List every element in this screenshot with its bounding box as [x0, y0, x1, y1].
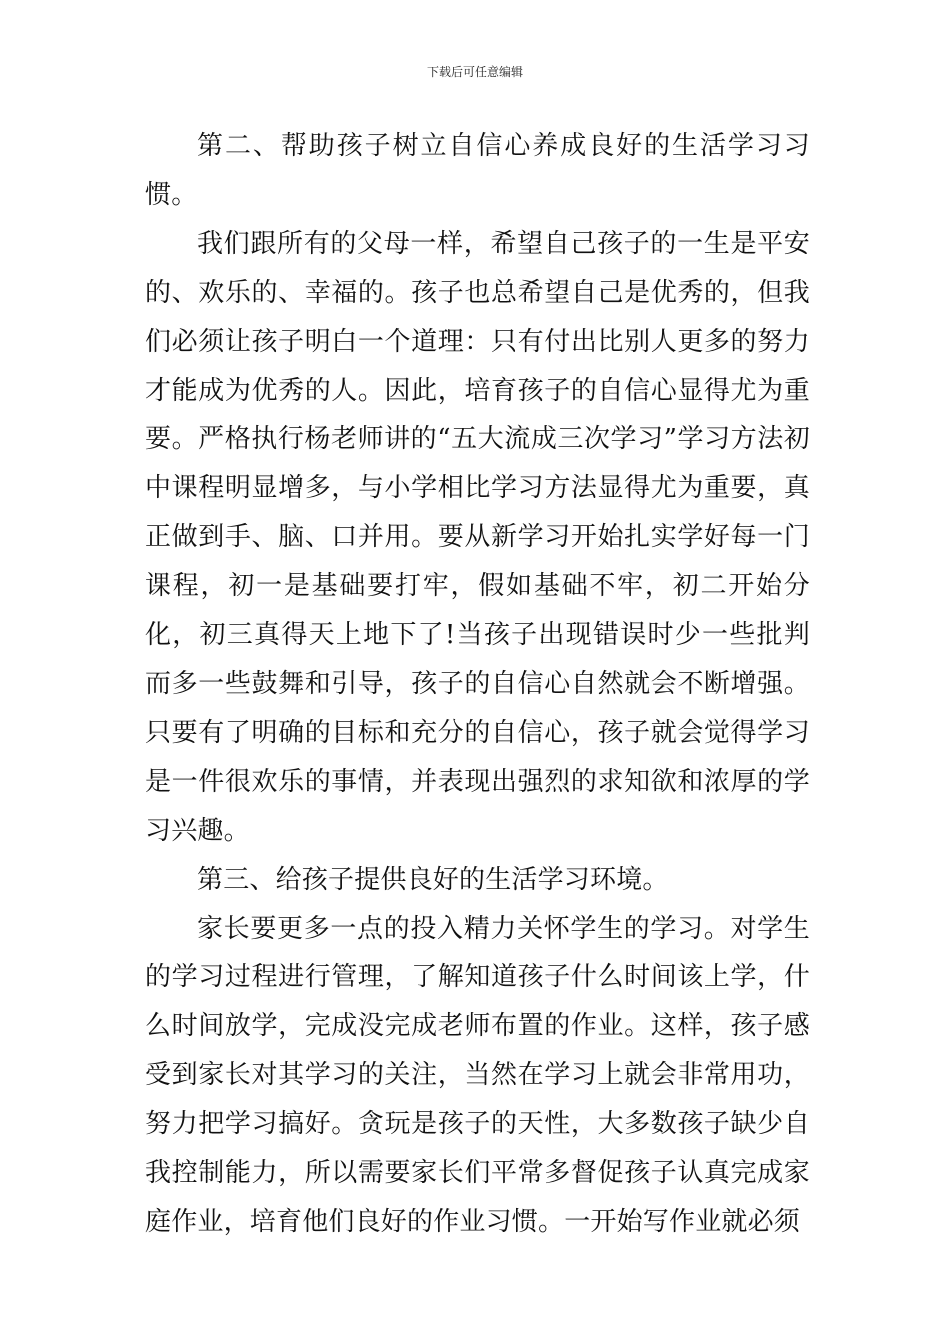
paragraph-heading-third: 第三、给孩子提供良好的生活学习环境。	[197, 864, 669, 895]
document-body	[145, 122, 810, 1247]
paragraph-heading-second: 第二、帮助孩子树立自信心养成良好的生活学习习惯。	[145, 131, 810, 210]
page-header: 下载后可任意编辑	[426, 65, 523, 79]
paragraph-body: 我们跟所有的父母一样，希望自己孩子的一生是平安的、欢乐的、幸福的。孩子也总希望自己是优秀的，但我们必须让孩子明白一个道理：只有付出比别人更多的努力才能成为优秀的人。因此，培育孩子的自信心显得尤为重要。严格执行杨老师讲的“五大流成三次学习”学习方法初中课程明显增多，与小学相比学习方法显得尤为重要，真正做到手、脑、口并用。要从新学习开始扎实学好每一门课程，初一是基础要打牢，假如基础不牢，初二开始分化，初三真得天上地下了!当孩子出现错误时少一些批判而多一些鼓舞和引导，孩子的自信心自然就会不断增强。只要有了明确的目标和充分的自信心，孩子就会觉得学习是一件很欢乐的事情，并表现出强烈的求知欲和浓厚的学习兴趣。	[145, 228, 810, 846]
paragraph-body: 家长要更多一点的投入精力关怀学生的学习。对学生的学习过程进行管理，了解知道孩子什么时间该上学，什么时间放学，完成没完成老师布置的作业。这样，孩子感受到家长对其学习的关注，当然在学习上就会非常用功，努力把学习搞好。贪玩是孩子的天性，大多数孩子缺少自我控制能力，所以需要家长们平常多督促孩子认真完成家庭作业，培育他们良好的作业习惯。一开始写作业就必须	[145, 913, 810, 1237]
